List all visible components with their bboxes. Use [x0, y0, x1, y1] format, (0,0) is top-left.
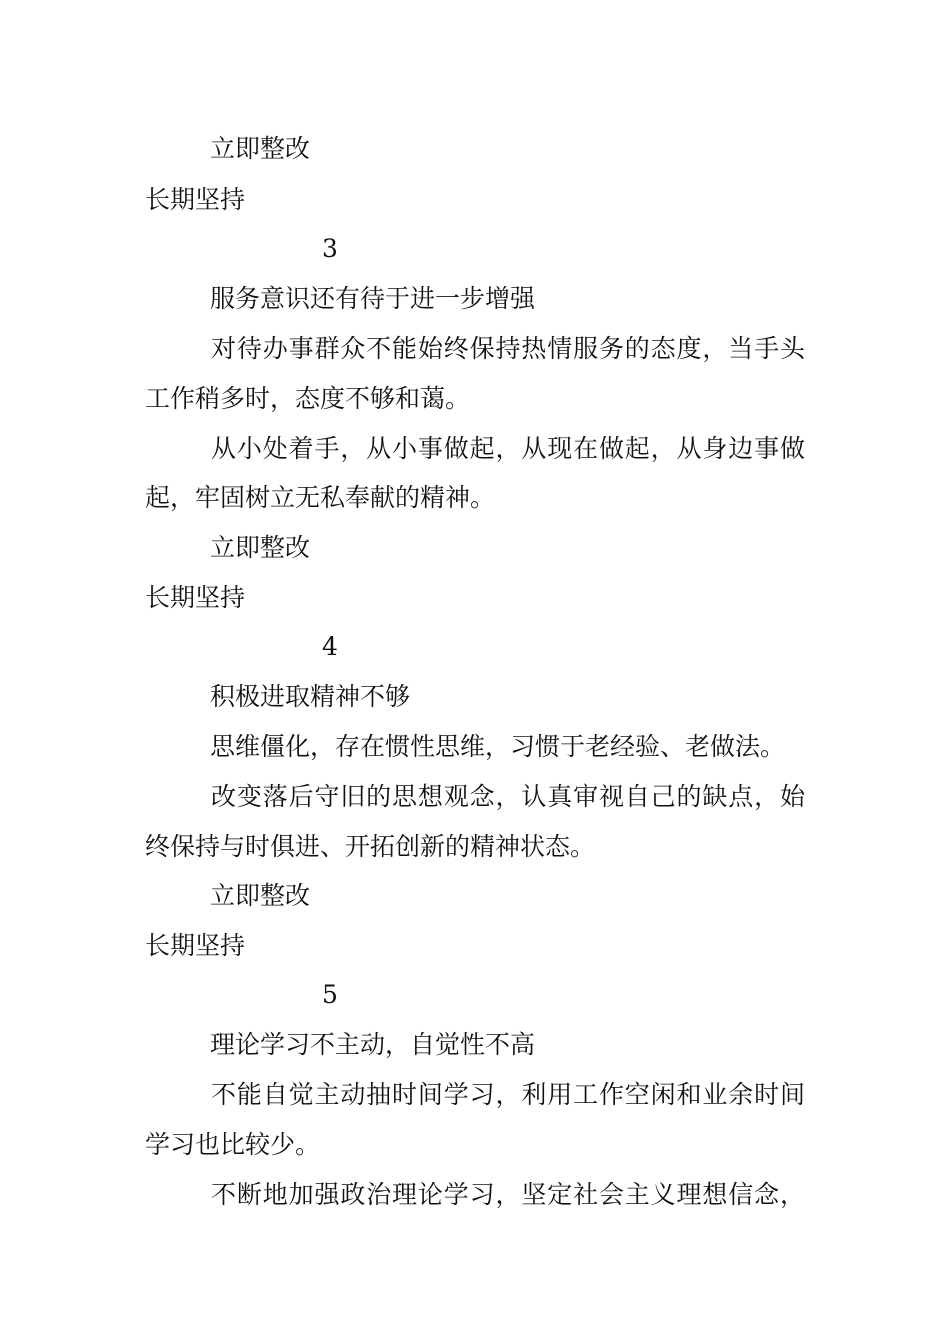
rectification-measure-cont: 起，牢固树立无私奉献的精神。 [145, 483, 496, 512]
problem-description: 思维僵化，存在惯性思维，习惯于老经验、老做法。 [210, 732, 786, 761]
problem-description: 不能自觉主动抽时间学习，利用工作空闲和业余时间 [211, 1080, 805, 1109]
rectification-measure-cont: 终保持与时俱进、开拓创新的精神状态。 [145, 832, 596, 861]
measure-immediate: 立即整改 [210, 881, 311, 910]
item-number: 5 [322, 980, 338, 1009]
problem-description-cont: 工作稍多时，态度不够和蔼。 [145, 384, 471, 413]
measure-long-term: 长期坚持 [145, 583, 246, 612]
problem-title: 服务意识还有待于进一步增强 [210, 284, 536, 313]
problem-title: 理论学习不主动，自觉性不高 [210, 1030, 536, 1059]
problem-title: 积极进取精神不够 [210, 682, 411, 711]
problem-description: 对待办事群众不能始终保持热情服务的态度，当手头 [211, 334, 805, 363]
measure-immediate: 立即整改 [210, 134, 311, 163]
rectification-measure: 改变落后守旧的思想观念，认真审视自己的缺点，始 [211, 782, 805, 811]
measure-long-term: 长期坚持 [145, 185, 246, 214]
item-number: 3 [322, 234, 338, 263]
measure-long-term: 长期坚持 [145, 931, 246, 960]
rectification-measure: 从小处着手，从小事做起，从现在做起，从身边事做 [211, 434, 805, 463]
measure-immediate: 立即整改 [210, 533, 311, 562]
item-number: 4 [322, 632, 338, 661]
rectification-measure: 不断地加强政治理论学习，坚定社会主义理想信念， [211, 1180, 805, 1209]
problem-description-cont: 学习也比较少。 [145, 1130, 321, 1159]
